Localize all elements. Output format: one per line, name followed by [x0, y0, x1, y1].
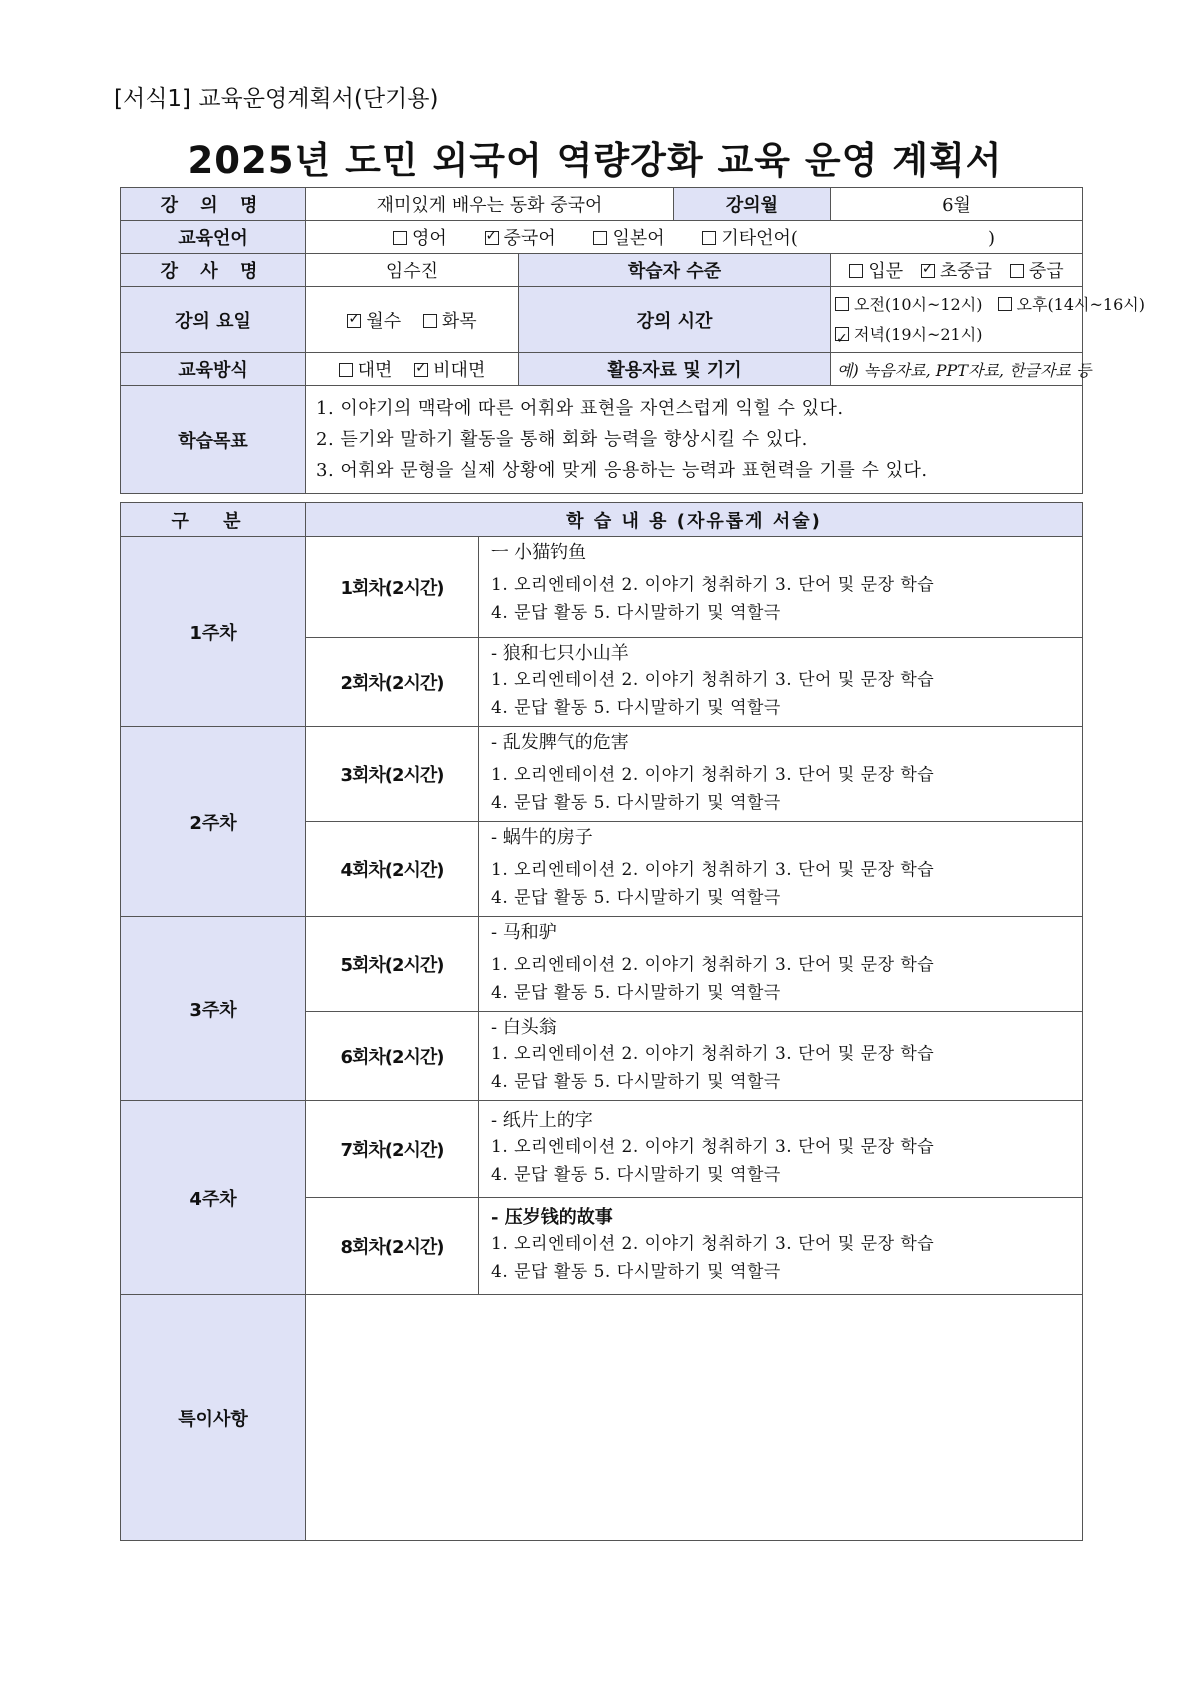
option-label: 오전(10시~12시) — [854, 294, 983, 314]
course-name-label: 강 의 명 — [121, 188, 306, 221]
language-option-english[interactable] — [393, 228, 447, 249]
instructor-label: 강 사 명 — [121, 254, 306, 287]
checkbox[interactable] — [593, 231, 607, 245]
time-option-evening[interactable] — [835, 325, 982, 344]
session-activity-line: 4. 문답 활동 5. 다시말하기 및 역할극 — [491, 1165, 781, 1185]
session-activity-line: 1. 오리엔테이션 2. 이야기 청취하기 3. 단어 및 문장 학습 — [491, 1137, 935, 1157]
session-label: 1회차(2시간) — [306, 537, 479, 638]
option-label: 영어 — [412, 228, 447, 249]
session-content — [479, 727, 1083, 822]
option-label: 초중급 — [939, 261, 993, 282]
option-label: 오후(14시~16시) — [1016, 294, 1145, 314]
session-topic: ㅡ 小猫钓鱼 — [491, 542, 587, 563]
content-header: 학 습 내 용 (자유롭게 서술) — [306, 503, 1083, 537]
option-close: ) — [987, 228, 995, 249]
session-activity-line: 1. 오리엔테이션 2. 이야기 청취하기 3. 단어 및 문장 학습 — [491, 1044, 935, 1064]
session-label: 3회차(2시간) — [306, 727, 479, 822]
method-options — [306, 353, 519, 386]
method-option-offline[interactable] — [339, 360, 393, 381]
materials-value: 예) 녹음자료, PPT자료, 한글자료 등 — [831, 353, 1083, 386]
checkbox[interactable] — [339, 363, 353, 377]
goal-item: 2. 듣기와 말하기 활동을 통해 회화 능력을 향상시킬 수 있다. — [316, 429, 808, 450]
session-label: 4회차(2시간) — [306, 822, 479, 917]
schedule-table — [120, 502, 1083, 1541]
session-content — [479, 822, 1083, 917]
session-activity-line: 4. 문답 활동 5. 다시말하기 및 역할극 — [491, 888, 781, 908]
session-topic: - 蜗牛的房子 — [491, 827, 593, 848]
session-label: 8회차(2시간) — [306, 1198, 479, 1295]
session-activity-line: 4. 문답 활동 5. 다시말하기 및 역할극 — [491, 1262, 781, 1282]
language-option-japanese[interactable] — [593, 228, 664, 249]
checkbox[interactable] — [849, 264, 863, 278]
option-label: 월수 — [366, 310, 402, 332]
option-label: 기타언어( — [721, 228, 798, 249]
level-options — [831, 254, 1083, 287]
days-label: 강의 요일 — [121, 287, 306, 353]
session-activity-line: 1. 오리엔테이션 2. 이야기 청취하기 3. 단어 및 문장 학습 — [491, 670, 935, 690]
checkbox[interactable] — [998, 297, 1012, 311]
option-label: 화목 — [441, 310, 477, 332]
time-label: 강의 시간 — [519, 287, 831, 353]
session-topic: - 压岁钱的故事 — [491, 1207, 613, 1228]
option-label: 비대면 — [433, 360, 486, 381]
notes-label: 특이사항 — [121, 1295, 306, 1541]
materials-label: 활용자료 및 기기 — [519, 353, 831, 386]
week-label: 1주차 — [121, 537, 306, 727]
language-option-other[interactable] — [702, 228, 995, 249]
session-label: 5회차(2시간) — [306, 917, 479, 1012]
session-activity-line: 1. 오리엔테이션 2. 이야기 청취하기 3. 단어 및 문장 학습 — [491, 575, 935, 595]
month-label: 강의월 — [674, 188, 831, 221]
session-content — [479, 1198, 1083, 1295]
session-activity-line: 1. 오리엔테이션 2. 이야기 청취하기 3. 단어 및 문장 학습 — [491, 765, 935, 785]
session-label: 2회차(2시간) — [306, 638, 479, 727]
info-table — [120, 187, 1145, 494]
session-content — [479, 537, 1083, 638]
session-topic: - 白头翁 — [491, 1017, 557, 1038]
level-option-beginner[interactable] — [849, 261, 903, 282]
goals-list — [306, 386, 1083, 494]
option-label: 중급 — [1028, 261, 1064, 282]
session-topic: - 纸片上的字 — [491, 1110, 593, 1131]
session-activity-line: 1. 오리엔테이션 2. 이야기 청취하기 3. 단어 및 문장 학습 — [491, 955, 935, 975]
day-option-tue-thu[interactable] — [423, 311, 477, 332]
week-label: 3주차 — [121, 917, 306, 1101]
option-label: 입문 — [868, 261, 904, 282]
session-content — [479, 1012, 1083, 1101]
goal-item: 3. 어휘와 문형을 실제 상황에 맞게 응용하는 능력과 표현력을 기를 수 있다. — [316, 460, 928, 481]
language-options — [306, 221, 1083, 254]
checkbox[interactable] — [1010, 264, 1024, 278]
checkbox-checked[interactable] — [921, 264, 935, 278]
session-topic: - 马和驴 — [491, 922, 557, 943]
instructor-name: 임수진 — [306, 254, 519, 287]
checkbox[interactable] — [702, 231, 716, 245]
option-label: 중국어 — [503, 228, 556, 249]
checkbox-checked[interactable] — [835, 327, 849, 341]
month-value: 6월 — [831, 188, 1083, 221]
document-title: 2025년 도민 외국어 역량강화 교육 운영 계획서 — [187, 139, 1003, 182]
level-label: 학습자 수준 — [519, 254, 831, 287]
days-options — [306, 287, 519, 353]
session-topic: - 狼和七只小山羊 — [491, 643, 629, 664]
division-header: 구 분 — [121, 503, 306, 537]
method-label: 교육방식 — [121, 353, 306, 386]
session-activity-line: 4. 문답 활동 5. 다시말하기 및 역할극 — [491, 603, 781, 623]
goal-item: 1. 이야기의 맥락에 따른 어휘와 표현을 자연스럽게 익힐 수 있다. — [316, 398, 844, 419]
option-label: 저녁(19시~21시) — [854, 324, 983, 344]
level-option-intermediate[interactable] — [1010, 261, 1064, 282]
session-activity-line: 1. 오리엔테이션 2. 이야기 청취하기 3. 단어 및 문장 학습 — [491, 860, 935, 880]
language-label: 교육언어 — [121, 221, 306, 254]
day-option-mon-wed[interactable] — [347, 311, 401, 332]
session-topic: - 乱发脾气的危害 — [491, 732, 629, 753]
checkbox[interactable] — [393, 231, 407, 245]
session-activity-line: 4. 문답 활동 5. 다시말하기 및 역할극 — [491, 1072, 781, 1092]
session-activity-line: 4. 문답 활동 5. 다시말하기 및 역할극 — [491, 983, 781, 1003]
level-option-low-intermediate[interactable] — [921, 261, 992, 282]
session-content — [479, 1101, 1083, 1198]
checkbox[interactable] — [423, 314, 437, 328]
session-content — [479, 917, 1083, 1012]
method-option-online[interactable] — [414, 360, 485, 381]
checkbox-checked[interactable] — [347, 314, 361, 328]
goals-label: 학습목표 — [121, 386, 306, 494]
course-name: 재미있게 배우는 동화 중국어 — [306, 188, 674, 221]
week-label: 4주차 — [121, 1101, 306, 1295]
time-options — [831, 287, 1145, 353]
checkbox[interactable] — [835, 297, 849, 311]
time-option-afternoon[interactable] — [998, 295, 1145, 314]
notes-field[interactable] — [306, 1295, 1083, 1541]
option-label: 대면 — [357, 360, 393, 381]
language-option-chinese[interactable] — [485, 228, 556, 249]
session-activity-line: 4. 문답 활동 5. 다시말하기 및 역할극 — [491, 793, 781, 813]
session-activity-line: 4. 문답 활동 5. 다시말하기 및 역할극 — [491, 698, 781, 718]
session-activity-line: 1. 오리엔테이션 2. 이야기 청취하기 3. 단어 및 문장 학습 — [491, 1234, 935, 1254]
form-tag: [서식1] 교육운영계획서(단기용) — [114, 86, 439, 112]
time-option-morning[interactable] — [835, 295, 982, 314]
session-label: 7회차(2시간) — [306, 1101, 479, 1198]
session-label: 6회차(2시간) — [306, 1012, 479, 1101]
checkbox-checked[interactable] — [414, 363, 428, 377]
week-label: 2주차 — [121, 727, 306, 917]
option-label: 일본어 — [612, 228, 665, 249]
checkbox-checked[interactable] — [485, 231, 499, 245]
session-content — [479, 638, 1083, 727]
